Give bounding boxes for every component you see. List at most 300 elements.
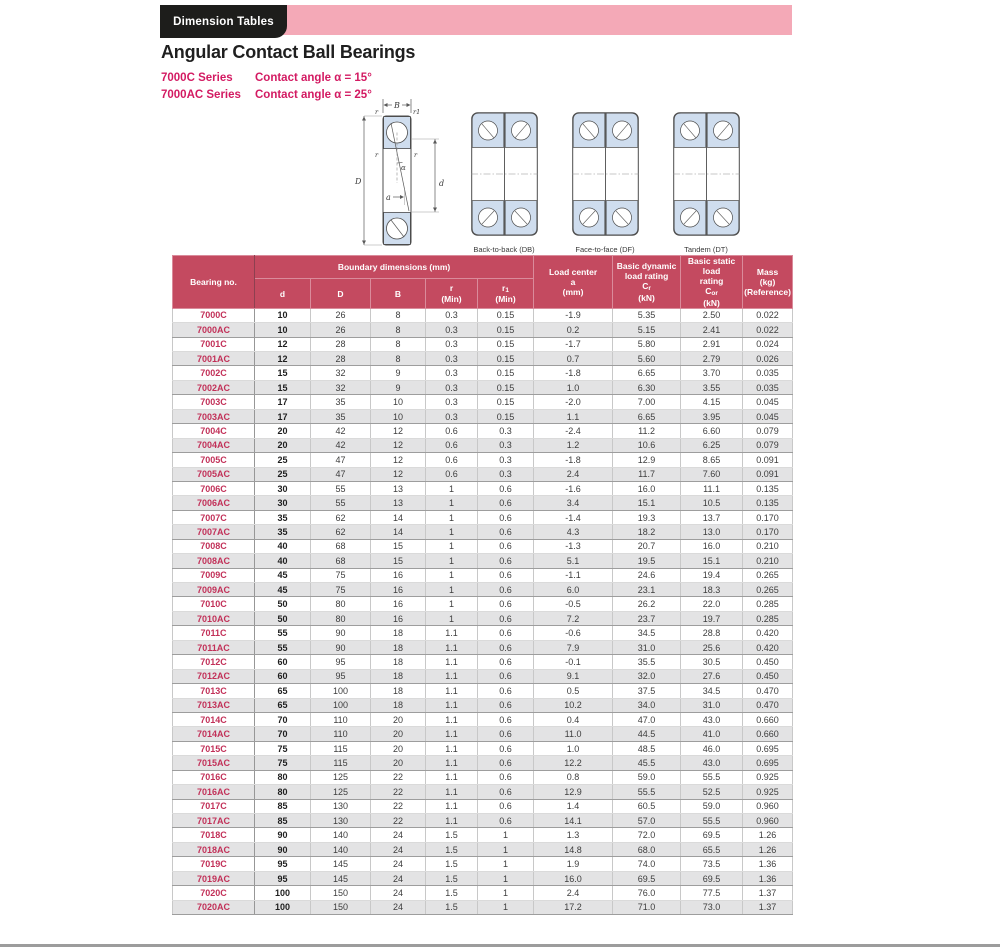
value-cell: 140 bbox=[311, 828, 371, 842]
bearing-no-cell: 7003C bbox=[173, 395, 255, 409]
value-cell: 1 bbox=[426, 554, 478, 568]
value-cell: -1.8 bbox=[534, 453, 613, 467]
value-cell: 0.079 bbox=[743, 424, 793, 438]
value-cell: 0.210 bbox=[743, 554, 793, 568]
value-cell: 18 bbox=[371, 684, 426, 698]
dim-label-r-tl: r bbox=[375, 108, 379, 116]
value-cell: 75 bbox=[255, 741, 311, 755]
bearing-no-cell: 7003AC bbox=[173, 409, 255, 423]
value-cell: 45 bbox=[255, 583, 311, 597]
value-cell: 0.045 bbox=[743, 409, 793, 423]
value-cell: 60 bbox=[255, 669, 311, 683]
value-cell: 25 bbox=[255, 467, 311, 481]
value-cell: 59.0 bbox=[613, 770, 681, 784]
value-cell: 0.022 bbox=[743, 323, 793, 337]
value-cell: -1.6 bbox=[534, 481, 613, 495]
value-cell: 8.65 bbox=[681, 453, 743, 467]
symbol-base: r bbox=[449, 282, 454, 293]
value-cell: 48.5 bbox=[613, 741, 681, 755]
value-cell: 0.3 bbox=[478, 453, 534, 467]
series-name: 7000AC Series bbox=[161, 89, 241, 102]
bearing-cross-section-diagram bbox=[352, 83, 464, 251]
value-cell: 95 bbox=[311, 669, 371, 683]
table-row bbox=[173, 539, 793, 553]
value-cell: 18.2 bbox=[613, 525, 681, 539]
value-cell: 8 bbox=[371, 308, 426, 322]
value-cell: 72.0 bbox=[613, 828, 681, 842]
value-cell: 23.1 bbox=[613, 583, 681, 597]
value-cell: 0.170 bbox=[743, 510, 793, 524]
value-cell: 0.15 bbox=[478, 380, 534, 394]
value-cell: 1.1 bbox=[426, 655, 478, 669]
header-line bbox=[681, 286, 742, 298]
value-cell: 0.420 bbox=[743, 626, 793, 640]
table-row bbox=[173, 698, 793, 712]
series-row-7000c bbox=[161, 69, 372, 87]
value-cell: 4.3 bbox=[534, 525, 613, 539]
value-cell: 1 bbox=[478, 828, 534, 842]
bearing-no-cell: 7001AC bbox=[173, 352, 255, 366]
value-cell: 13.0 bbox=[681, 525, 743, 539]
value-cell: -0.5 bbox=[534, 597, 613, 611]
symbol-sub: r bbox=[648, 285, 651, 293]
value-cell: 0.470 bbox=[743, 698, 793, 712]
value-cell: 100 bbox=[255, 886, 311, 900]
header-line: (kN) bbox=[703, 297, 720, 308]
table-row bbox=[173, 467, 793, 481]
bearing-no-cell: 7015C bbox=[173, 741, 255, 755]
value-cell: 1.5 bbox=[426, 842, 478, 856]
value-cell: 20 bbox=[255, 438, 311, 452]
value-cell: 0.3 bbox=[478, 438, 534, 452]
header-line: (kg) bbox=[759, 276, 776, 287]
value-cell: 1 bbox=[426, 539, 478, 553]
value-cell: 90 bbox=[311, 640, 371, 654]
value-cell: 0.15 bbox=[478, 308, 534, 322]
value-cell: 32 bbox=[311, 380, 371, 394]
dim-label-D: D bbox=[355, 177, 362, 186]
value-cell: 73.0 bbox=[681, 900, 743, 914]
bearing-no-cell: 7017AC bbox=[173, 814, 255, 828]
value-cell: 0.420 bbox=[743, 640, 793, 654]
header-line: (Min) bbox=[441, 294, 462, 305]
value-cell: 26 bbox=[311, 308, 371, 322]
bearing-no-cell: 7007AC bbox=[173, 525, 255, 539]
value-cell: 80 bbox=[311, 597, 371, 611]
value-cell: -1.1 bbox=[534, 568, 613, 582]
value-cell: 1 bbox=[426, 510, 478, 524]
value-cell: 25.6 bbox=[681, 640, 743, 654]
value-cell: 46.0 bbox=[681, 741, 743, 755]
value-cell: 2.91 bbox=[681, 337, 743, 351]
value-cell: 0.6 bbox=[478, 525, 534, 539]
value-cell: 1.1 bbox=[426, 814, 478, 828]
value-cell: 15 bbox=[255, 380, 311, 394]
bearing-no-cell: 7018AC bbox=[173, 842, 255, 856]
value-cell: 32 bbox=[311, 366, 371, 380]
value-cell: 6.65 bbox=[613, 366, 681, 380]
bearing-no-cell: 7011C bbox=[173, 626, 255, 640]
value-cell: 0.660 bbox=[743, 712, 793, 726]
value-cell: 16 bbox=[371, 583, 426, 597]
value-cell: 34.0 bbox=[613, 698, 681, 712]
value-cell: 90 bbox=[255, 828, 311, 842]
arrangement-label: Face-to-face (DF) bbox=[575, 245, 635, 254]
value-cell: 0.450 bbox=[743, 655, 793, 669]
value-cell: 0.8 bbox=[534, 770, 613, 784]
table-row bbox=[173, 453, 793, 467]
value-cell: 50 bbox=[255, 611, 311, 625]
value-cell: 6.60 bbox=[681, 424, 743, 438]
face-to-face-diagram bbox=[572, 112, 639, 236]
value-cell: 65.5 bbox=[681, 842, 743, 856]
arrangement-back-to-back bbox=[454, 112, 554, 254]
value-cell: 0.170 bbox=[743, 525, 793, 539]
bearing-no-cell: 7000C bbox=[173, 308, 255, 322]
value-cell: 47.0 bbox=[613, 712, 681, 726]
value-cell: 115 bbox=[311, 741, 371, 755]
value-cell: 6.0 bbox=[534, 583, 613, 597]
header-line: a bbox=[570, 276, 576, 287]
value-cell: 12 bbox=[371, 453, 426, 467]
value-cell: -0.6 bbox=[534, 626, 613, 640]
table-row bbox=[173, 597, 793, 611]
col-header-bearing-no: Bearing no. bbox=[173, 256, 255, 309]
value-cell: 140 bbox=[311, 842, 371, 856]
value-cell: 115 bbox=[311, 756, 371, 770]
bearing-no-cell: 7016C bbox=[173, 770, 255, 784]
value-cell: 0.265 bbox=[743, 568, 793, 582]
table-row bbox=[173, 481, 793, 495]
value-cell: 0.6 bbox=[478, 481, 534, 495]
value-cell: 69.5 bbox=[681, 828, 743, 842]
table-row bbox=[173, 727, 793, 741]
value-cell: 18 bbox=[371, 669, 426, 683]
value-cell: 40 bbox=[255, 539, 311, 553]
value-cell: 12 bbox=[371, 467, 426, 481]
table-row bbox=[173, 640, 793, 654]
value-cell: 0.695 bbox=[743, 756, 793, 770]
value-cell: 0.026 bbox=[743, 352, 793, 366]
value-cell: 17 bbox=[255, 395, 311, 409]
value-cell: 0.6 bbox=[478, 698, 534, 712]
value-cell: 1 bbox=[478, 842, 534, 856]
value-cell: 43.0 bbox=[681, 712, 743, 726]
bearing-no-cell: 7001C bbox=[173, 337, 255, 351]
value-cell: 20 bbox=[371, 741, 426, 755]
value-cell: 1.26 bbox=[743, 842, 793, 856]
page-bottom-rule bbox=[0, 944, 1000, 947]
value-cell: 1.1 bbox=[426, 727, 478, 741]
value-cell: 22.0 bbox=[681, 597, 743, 611]
table-row bbox=[173, 886, 793, 900]
value-cell: 0.3 bbox=[426, 308, 478, 322]
value-cell: 75 bbox=[311, 583, 371, 597]
value-cell: 1 bbox=[426, 597, 478, 611]
value-cell: 20 bbox=[371, 727, 426, 741]
value-cell: 12 bbox=[371, 438, 426, 452]
value-cell: -1.4 bbox=[534, 510, 613, 524]
value-cell: 0.285 bbox=[743, 611, 793, 625]
bearing-no-cell: 7008AC bbox=[173, 554, 255, 568]
value-cell: 0.210 bbox=[743, 539, 793, 553]
value-cell: 0.6 bbox=[478, 669, 534, 683]
value-cell: 19.3 bbox=[613, 510, 681, 524]
value-cell: 1.4 bbox=[534, 799, 613, 813]
value-cell: 69.5 bbox=[613, 871, 681, 885]
col-header-mass bbox=[743, 256, 793, 309]
value-cell: 16.0 bbox=[534, 871, 613, 885]
value-cell: 0.6 bbox=[426, 438, 478, 452]
bearing-no-cell: 7013C bbox=[173, 684, 255, 698]
value-cell: 95 bbox=[311, 655, 371, 669]
value-cell: 1 bbox=[478, 886, 534, 900]
series-contact-angle: Contact angle α = 15° bbox=[255, 71, 372, 84]
value-cell: 0.3 bbox=[426, 380, 478, 394]
back-to-back-diagram bbox=[471, 112, 538, 236]
value-cell: -1.8 bbox=[534, 366, 613, 380]
dim-label-a: a bbox=[386, 193, 391, 202]
value-cell: 24 bbox=[371, 886, 426, 900]
value-cell: 44.5 bbox=[613, 727, 681, 741]
table-row bbox=[173, 814, 793, 828]
value-cell: 0.6 bbox=[478, 799, 534, 813]
table-body bbox=[173, 308, 793, 914]
value-cell: 18 bbox=[371, 655, 426, 669]
value-cell: 24 bbox=[371, 900, 426, 914]
table-row bbox=[173, 496, 793, 510]
value-cell: 0.3 bbox=[426, 337, 478, 351]
value-cell: 1.9 bbox=[534, 857, 613, 871]
value-cell: 45 bbox=[255, 568, 311, 582]
value-cell: 0.6 bbox=[478, 640, 534, 654]
value-cell: 16.0 bbox=[681, 539, 743, 553]
value-cell: 95 bbox=[255, 871, 311, 885]
tandem-diagram bbox=[673, 112, 740, 236]
value-cell: 1.26 bbox=[743, 828, 793, 842]
value-cell: 0.6 bbox=[478, 770, 534, 784]
value-cell: 13 bbox=[371, 481, 426, 495]
table-row bbox=[173, 583, 793, 597]
value-cell: 68 bbox=[311, 554, 371, 568]
value-cell: -1.9 bbox=[534, 308, 613, 322]
bearing-no-cell: 7020C bbox=[173, 886, 255, 900]
table-row bbox=[173, 438, 793, 452]
value-cell: 90 bbox=[255, 842, 311, 856]
value-cell: 57.0 bbox=[613, 814, 681, 828]
value-cell: 23.7 bbox=[613, 611, 681, 625]
value-cell: 20 bbox=[371, 756, 426, 770]
value-cell: 22 bbox=[371, 785, 426, 799]
value-cell: 55.5 bbox=[681, 814, 743, 828]
value-cell: 10 bbox=[255, 308, 311, 322]
bearing-no-cell: 7016AC bbox=[173, 785, 255, 799]
table-row bbox=[173, 799, 793, 813]
value-cell: 0.4 bbox=[534, 712, 613, 726]
value-cell: 13.7 bbox=[681, 510, 743, 524]
value-cell: 52.5 bbox=[681, 785, 743, 799]
value-cell: 0.6 bbox=[478, 785, 534, 799]
value-cell: 0.960 bbox=[743, 814, 793, 828]
header-line: (Min) bbox=[495, 294, 516, 305]
value-cell: 1.0 bbox=[534, 380, 613, 394]
value-cell: 55 bbox=[311, 481, 371, 495]
value-cell: 0.079 bbox=[743, 438, 793, 452]
value-cell: 65 bbox=[255, 698, 311, 712]
bearing-no-cell: 7017C bbox=[173, 799, 255, 813]
table-row bbox=[173, 857, 793, 871]
value-cell: 0.022 bbox=[743, 308, 793, 322]
value-cell: 9 bbox=[371, 380, 426, 394]
value-cell: 0.024 bbox=[743, 337, 793, 351]
value-cell: 16.0 bbox=[613, 481, 681, 495]
value-cell: 1.1 bbox=[534, 409, 613, 423]
table-row bbox=[173, 669, 793, 683]
value-cell: 28 bbox=[311, 352, 371, 366]
value-cell: 0.135 bbox=[743, 481, 793, 495]
value-cell: 0.285 bbox=[743, 597, 793, 611]
value-cell: 0.135 bbox=[743, 496, 793, 510]
value-cell: 1.36 bbox=[743, 857, 793, 871]
table-header bbox=[173, 256, 793, 309]
value-cell: 12.9 bbox=[534, 785, 613, 799]
value-cell: 35 bbox=[311, 409, 371, 423]
value-cell: 16 bbox=[371, 611, 426, 625]
value-cell: 18 bbox=[371, 698, 426, 712]
value-cell: 30.5 bbox=[681, 655, 743, 669]
table-row bbox=[173, 380, 793, 394]
header-line: (mm) bbox=[562, 286, 584, 297]
value-cell: 100 bbox=[311, 698, 371, 712]
header-line bbox=[426, 283, 477, 295]
value-cell: 0.6 bbox=[426, 453, 478, 467]
value-cell: 12 bbox=[371, 424, 426, 438]
value-cell: 74.0 bbox=[613, 857, 681, 871]
value-cell: 34.5 bbox=[613, 626, 681, 640]
value-cell: 1 bbox=[478, 900, 534, 914]
value-cell: 110 bbox=[311, 727, 371, 741]
value-cell: 0.035 bbox=[743, 380, 793, 394]
value-cell: 12 bbox=[255, 337, 311, 351]
value-cell: 10.5 bbox=[681, 496, 743, 510]
value-cell: 62 bbox=[311, 510, 371, 524]
bearing-no-cell: 7009C bbox=[173, 568, 255, 582]
col-header-r1-min bbox=[478, 279, 534, 308]
bearing-no-cell: 7013AC bbox=[173, 698, 255, 712]
bearing-no-cell: 7000AC bbox=[173, 323, 255, 337]
table-row bbox=[173, 741, 793, 755]
value-cell: 0.15 bbox=[478, 409, 534, 423]
value-cell: 6.30 bbox=[613, 380, 681, 394]
value-cell: 10.2 bbox=[534, 698, 613, 712]
value-cell: 35.5 bbox=[613, 655, 681, 669]
dim-label-B: B bbox=[394, 101, 400, 110]
value-cell: 6.65 bbox=[613, 409, 681, 423]
value-cell: 1.1 bbox=[426, 626, 478, 640]
value-cell: 0.6 bbox=[426, 424, 478, 438]
value-cell: -2.4 bbox=[534, 424, 613, 438]
dim-label-alpha: α bbox=[401, 164, 406, 172]
value-cell: 5.35 bbox=[613, 308, 681, 322]
value-cell: 18 bbox=[371, 640, 426, 654]
value-cell: 0.6 bbox=[478, 626, 534, 640]
value-cell: 85 bbox=[255, 814, 311, 828]
table-row bbox=[173, 871, 793, 885]
value-cell: 9.1 bbox=[534, 669, 613, 683]
value-cell: 25 bbox=[255, 453, 311, 467]
value-cell: -1.7 bbox=[534, 337, 613, 351]
col-header-B: B bbox=[371, 279, 426, 308]
value-cell: 75 bbox=[255, 756, 311, 770]
value-cell: 30 bbox=[255, 481, 311, 495]
header-line: Basic dynamic bbox=[616, 261, 677, 271]
dim-label-r-right: r bbox=[414, 151, 418, 159]
value-cell: 0.7 bbox=[534, 352, 613, 366]
arrangement-tandem bbox=[656, 112, 756, 254]
table-row bbox=[173, 756, 793, 770]
value-cell: 3.4 bbox=[534, 496, 613, 510]
value-cell: 47 bbox=[311, 467, 371, 481]
bearing-no-cell: 7012AC bbox=[173, 669, 255, 683]
col-header-d: d bbox=[255, 279, 311, 308]
table-row bbox=[173, 828, 793, 842]
bearing-no-cell: 7006AC bbox=[173, 496, 255, 510]
value-cell: 11.2 bbox=[613, 424, 681, 438]
value-cell: 30 bbox=[255, 496, 311, 510]
symbol-base: C bbox=[642, 281, 649, 292]
value-cell: 130 bbox=[311, 799, 371, 813]
value-cell: 0.6 bbox=[478, 727, 534, 741]
value-cell: 0.450 bbox=[743, 669, 793, 683]
value-cell: 1.1 bbox=[426, 640, 478, 654]
value-cell: 0.6 bbox=[478, 539, 534, 553]
value-cell: 76.0 bbox=[613, 886, 681, 900]
value-cell: 1 bbox=[426, 611, 478, 625]
value-cell: 0.6 bbox=[478, 496, 534, 510]
value-cell: 77.5 bbox=[681, 886, 743, 900]
bearing-no-cell: 7010AC bbox=[173, 611, 255, 625]
table-row bbox=[173, 510, 793, 524]
value-cell: 1.5 bbox=[426, 886, 478, 900]
value-cell: 20 bbox=[371, 712, 426, 726]
table-row bbox=[173, 568, 793, 582]
value-cell: 145 bbox=[311, 857, 371, 871]
value-cell: 73.5 bbox=[681, 857, 743, 871]
series-row-7000ac bbox=[161, 87, 372, 105]
value-cell: 0.265 bbox=[743, 583, 793, 597]
value-cell: 70 bbox=[255, 727, 311, 741]
value-cell: 17 bbox=[255, 409, 311, 423]
bearing-no-cell: 7018C bbox=[173, 828, 255, 842]
value-cell: 5.60 bbox=[613, 352, 681, 366]
value-cell: 80 bbox=[255, 785, 311, 799]
value-cell: 0.3 bbox=[426, 323, 478, 337]
value-cell: 3.70 bbox=[681, 366, 743, 380]
bearing-no-cell: 7015AC bbox=[173, 756, 255, 770]
table-row bbox=[173, 712, 793, 726]
value-cell: 28 bbox=[311, 337, 371, 351]
value-cell: 24 bbox=[371, 842, 426, 856]
value-cell: 15 bbox=[371, 539, 426, 553]
value-cell: 42 bbox=[311, 438, 371, 452]
value-cell: 125 bbox=[311, 785, 371, 799]
bearing-no-cell: 7009AC bbox=[173, 583, 255, 597]
value-cell: 16 bbox=[371, 597, 426, 611]
header-line: (kN) bbox=[638, 292, 655, 303]
symbol-sub: 1 bbox=[505, 286, 509, 294]
value-cell: 0.6 bbox=[426, 467, 478, 481]
dim-label-d: d bbox=[439, 179, 445, 188]
